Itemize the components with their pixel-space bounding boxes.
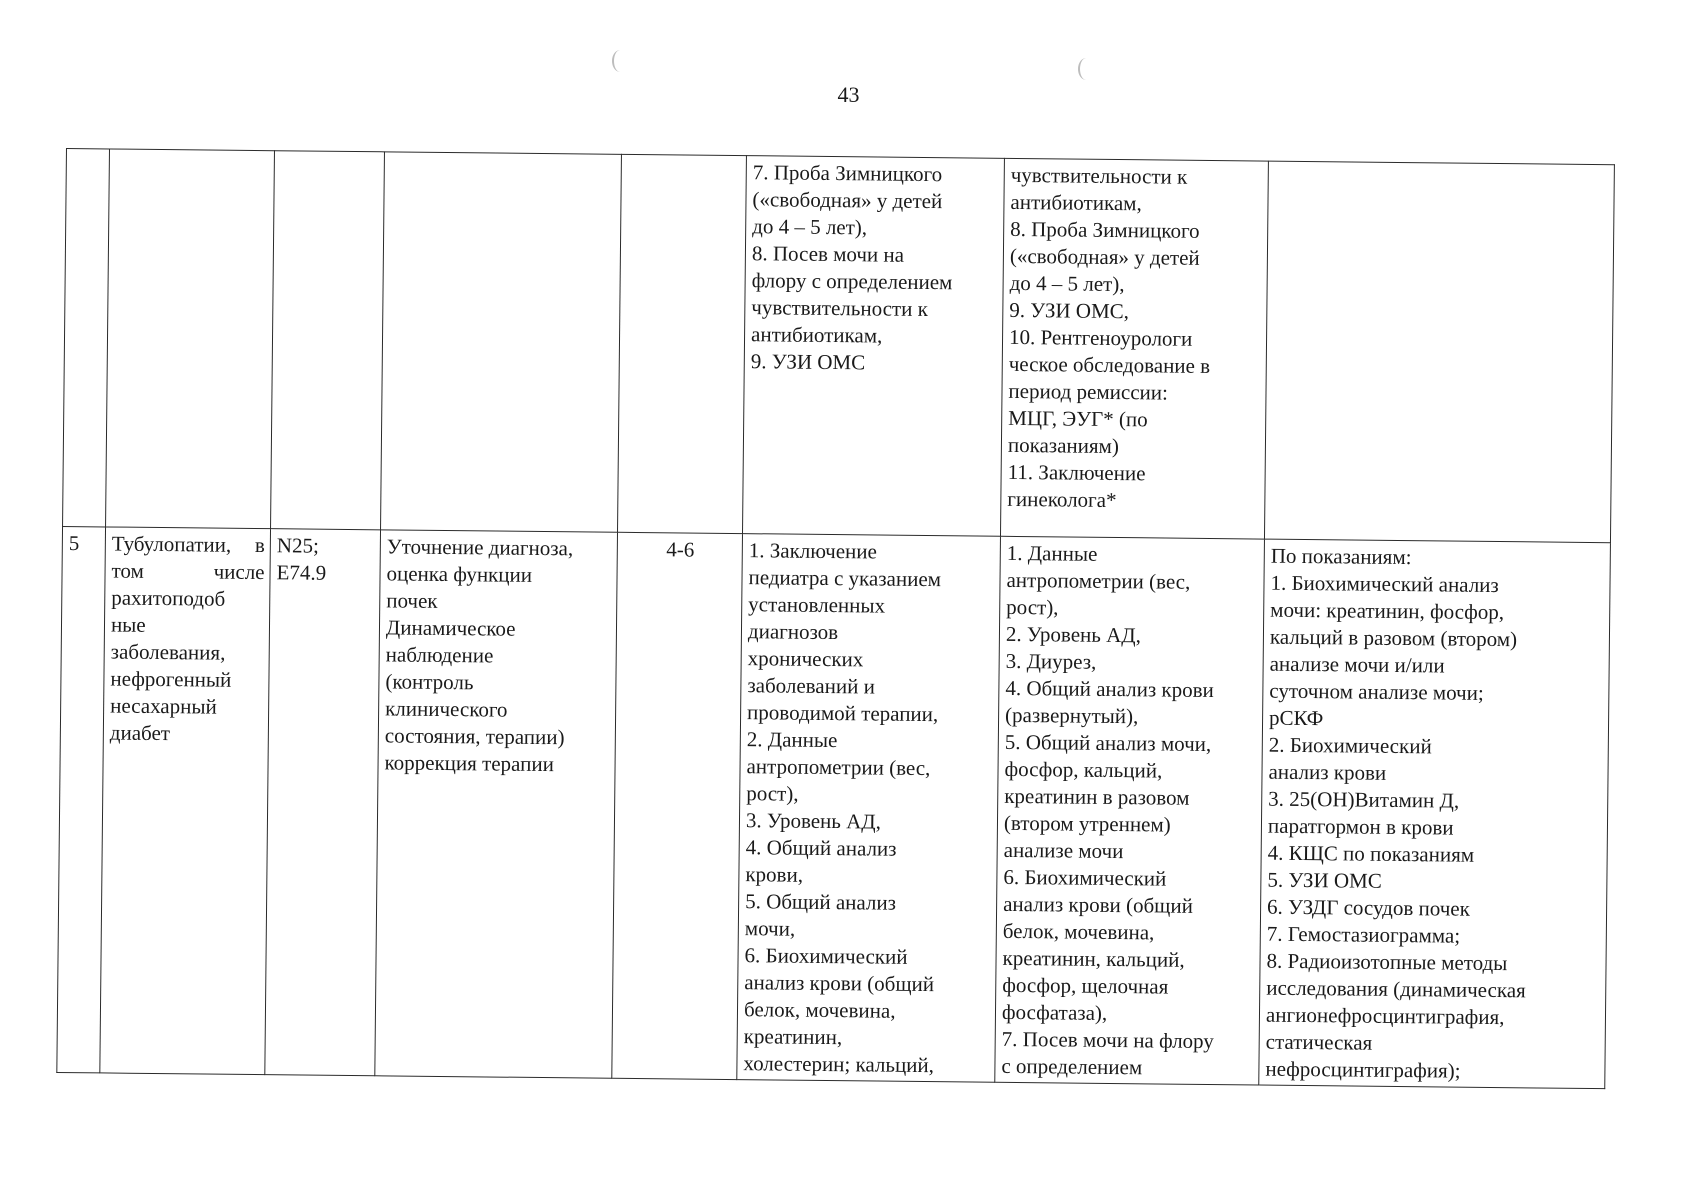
frequency-cell: 4-6 xyxy=(612,532,743,1079)
table-cell xyxy=(1264,161,1614,543)
table-cell xyxy=(271,151,385,530)
goals-cell: Уточнение диагноза, оценка функции почек Динамическое наблюдение (контроль клинического состояния, терапии) коррекция терапии xyxy=(375,530,618,1078)
table-cell: чувствительности к антибиотикам, 8. Проба Зимницкого («свободная» у детей до 4 – 5 лет), 9. УЗИ ОМС, 10. Рентгеноурологи ческое обследование в период ремиссии: МЦГ, ЭУГ* (по показаниям) 11. Заключение гинеколога* xyxy=(1000,158,1268,539)
table-row-5 xyxy=(57,526,1611,1088)
scan-artifact-right xyxy=(1078,58,1094,80)
disease-cell: Тубулопатии, в том числе рахитоподоб ные заболевания, нефрогенный несахарный диабет xyxy=(100,527,271,1075)
row-number-cell: 5 xyxy=(57,526,106,1072)
table-cell xyxy=(106,149,275,529)
indications-cell: По показаниям: 1. Биохимический анализ мочи: креатинин, фосфор, кальций в разовом (втором) анализе мочи и/или суточном анализе мочи; рСКФ 2. Биохимический анализ крови 3. 25(ОН)Витамин Д, паратгормон в крови 4. КЩС по показаниям 5. УЗИ ОМС 6. УЗДГ сосудов почек 7. Гемостазиограмма; 8. Радиоизотопные методы исследования (динамическая ангионефросцинтиграфия, статическая нефросцинтиграфия); xyxy=(1259,539,1611,1089)
icd-codes-cell: N25; E74.9 xyxy=(265,529,381,1076)
table-cell: 7. Проба Зимницкого («свободная» у детей до 4 – 5 лет), 8. Посев мочи на флору с определением чувствительности к антибиотикам, 9. УЗИ ОМС xyxy=(742,156,1004,537)
page-number: 43 xyxy=(837,82,860,107)
table-cell xyxy=(63,149,110,527)
table-cell xyxy=(618,154,747,533)
examinations-cell: 1. Заключение педиатра с указанием установленных диагнозов хронических заболеваний и проводимой терапии, 2. Данные антропометрии (вес, рост), 3. Уровень АД, 4. Общий анализ крови, 5. Общий анализ мочи, 6. Биохимический анализ крови (общий белок, мочевина, креатинин, холестерин; кальций, xyxy=(737,534,1001,1083)
examinations-extended-cell: 1. Данные антропометрии (вес, рост), 2. Уровень АД, 3. Диурез, 4. Общий анализ крови (развернутый), 5. Общий анализ мочи, фосфор, кальций, креатинин в разовом (втором утреннем) анализе мочи 6. Биохимический анализ крови (общий белок, мочевина, креатинин, кальций, фосфор, щелочная фосфатаза), 7. Посев мочи на флору с определением xyxy=(995,536,1265,1085)
table-row-continuation xyxy=(63,149,1615,543)
scan-artifact-left xyxy=(612,50,628,72)
table-cell xyxy=(381,152,622,532)
table-container xyxy=(56,148,1614,1089)
observation-table xyxy=(56,148,1615,1089)
